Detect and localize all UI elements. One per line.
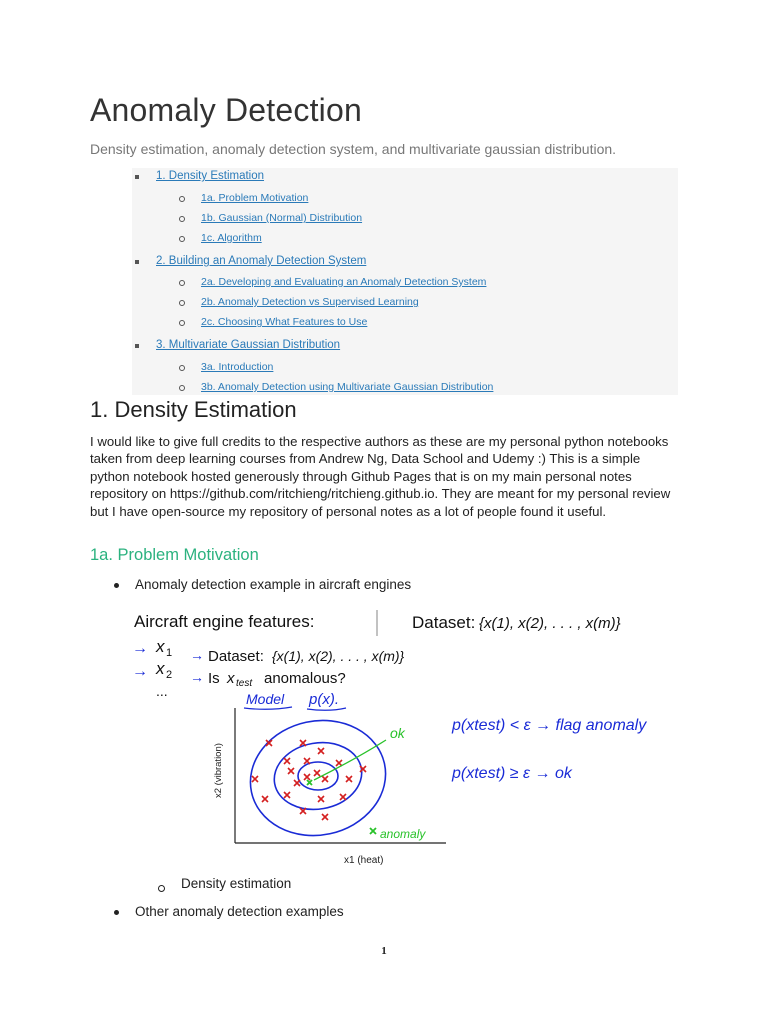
toc-link-multivariate-anomaly[interactable]: 3b. Anomaly Detection using Multivariate Gaussian Distribution <box>201 381 494 393</box>
list-sub-bullet <box>158 885 165 892</box>
toc-bullet <box>135 260 139 264</box>
y-axis-label: x2 (vibration) <box>213 743 224 798</box>
underline-mark <box>307 708 346 710</box>
section-heading-problem-motivation: 1a. Problem Motivation <box>90 546 259 564</box>
data-point <box>288 768 294 774</box>
list-item-other-examples: Other anomaly detection examples <box>135 904 344 919</box>
data-point <box>318 748 324 754</box>
underline-mark <box>244 707 292 709</box>
toc-bullet <box>135 344 139 348</box>
toc-sub-bullet <box>179 320 185 326</box>
toc-link-choosing-features[interactable]: 2c. Choosing What Features to Use <box>201 316 368 328</box>
model-label: Model <box>246 691 285 707</box>
p-of-x-label: p(x). <box>309 691 339 708</box>
toc-sub-bullet <box>179 280 185 286</box>
contour-middle <box>269 736 367 816</box>
dataset-set: {x(1), x(2), . . . , x(m)} <box>479 615 621 632</box>
page-number: 1 <box>381 945 387 957</box>
toc-sub-bullet <box>179 196 185 202</box>
arrow-icon: → <box>132 640 148 657</box>
test-point-anomaly <box>370 828 376 834</box>
features-title: Aircraft engine features: <box>134 612 315 631</box>
arrow-dataset-label: Dataset: <box>208 648 264 665</box>
x-axis-label: x1 (heat) <box>344 855 384 866</box>
section-heading-density-estimation: 1. Density Estimation <box>90 397 297 422</box>
toc-link-multivariate-gaussian[interactable]: 3. Multivariate Gaussian Distribution <box>156 339 341 351</box>
feature-x1: x <box>156 637 165 656</box>
toc-sub-bullet <box>179 300 185 306</box>
page-title: Anomaly Detection <box>90 92 362 128</box>
anomalous-text: anomalous? <box>264 670 346 687</box>
arrow-icon: → <box>190 647 204 663</box>
aircraft-engine-figure <box>124 600 648 868</box>
page-subtitle: Density estimation, anomaly detection system, and multivariate gaussian distribution. <box>90 141 617 157</box>
intro-paragraph: I would like to give full credits to the respective authors as these are my personal python notebooks taken from deep learning courses from Andrew Ng, Data School and Udemy :) This is a simple python notebook hosted generously through Github Pages that is on my main personal notes repository on https://github.com/ritchieng/ritchieng.github.io. They are meant for my personal review but I have open-source my repository of personal notes as a lot of people found it useful. <box>90 434 671 519</box>
dataset-title: Dataset: <box>412 613 476 632</box>
figure-svg <box>124 600 648 868</box>
is-prefix: Is <box>208 670 220 687</box>
arrow-icon: → <box>190 669 204 685</box>
data-point <box>336 760 342 766</box>
ok-label: ok <box>390 725 405 741</box>
data-points <box>252 740 366 820</box>
data-point <box>318 796 324 802</box>
list-bullet <box>114 910 119 915</box>
toc-sub-bullet <box>179 216 185 222</box>
arrow-icon: → <box>132 663 148 680</box>
data-point <box>294 780 300 786</box>
toc-sub-bullet <box>179 236 185 242</box>
toc-sub-bullet <box>179 365 185 371</box>
feature-x2-sub: 2 <box>166 669 173 681</box>
toc-link-algorithm[interactable]: 1c. Algorithm <box>201 232 262 244</box>
toc-link-vs-supervised[interactable]: 2b. Anomaly Detection vs Supervised Learning <box>201 296 419 308</box>
data-point <box>340 794 346 800</box>
data-point <box>304 758 310 764</box>
data-point <box>314 770 320 776</box>
ok-pointer <box>314 740 386 780</box>
data-point <box>284 758 290 764</box>
data-point <box>284 792 290 798</box>
toc-link-problem-motivation[interactable]: 1a. Problem Motivation <box>201 192 309 204</box>
rule-ok: p(xtest) ≥ ε → ok <box>452 765 572 782</box>
toc-link-density-estimation[interactable]: 1. Density Estimation <box>156 170 265 182</box>
data-point <box>252 776 258 782</box>
data-point <box>304 774 310 780</box>
list-item-density-estimation: Density estimation <box>181 876 292 891</box>
list-bullet <box>114 583 119 588</box>
test-point-ok <box>307 780 312 785</box>
contour-inner <box>298 762 338 790</box>
data-point <box>346 776 352 782</box>
feature-x2: x <box>156 659 165 678</box>
rule-flag-anomaly: p(xtest) < ε → flag anomaly <box>452 717 647 734</box>
data-point <box>322 814 328 820</box>
table-of-contents <box>132 168 678 395</box>
toc-link-gaussian-distribution[interactable]: 1b. Gaussian (Normal) Distribution <box>201 212 363 224</box>
feature-x1-sub: 1 <box>166 647 173 659</box>
toc-link-introduction[interactable]: 3a. Introduction <box>201 361 274 373</box>
toc-bullet <box>135 175 139 179</box>
toc-link-building-system[interactable]: 2. Building an Anomaly Detection System <box>156 255 367 267</box>
toc-sub-bullet <box>179 385 185 391</box>
feature-ellipsis: ... <box>156 683 168 699</box>
data-point <box>322 776 328 782</box>
x-test: x <box>227 670 235 687</box>
x-test-sub: test <box>236 678 253 689</box>
anomaly-label: anomaly <box>380 827 426 841</box>
data-point <box>262 796 268 802</box>
list-item-aircraft: Anomaly detection example in aircraft engines <box>135 577 412 592</box>
arrow-dataset-set: {x(1), x(2), . . . , x(m)} <box>272 648 405 664</box>
toc-link-developing-evaluating[interactable]: 2a. Developing and Evaluating an Anomaly Detection System <box>201 276 487 288</box>
